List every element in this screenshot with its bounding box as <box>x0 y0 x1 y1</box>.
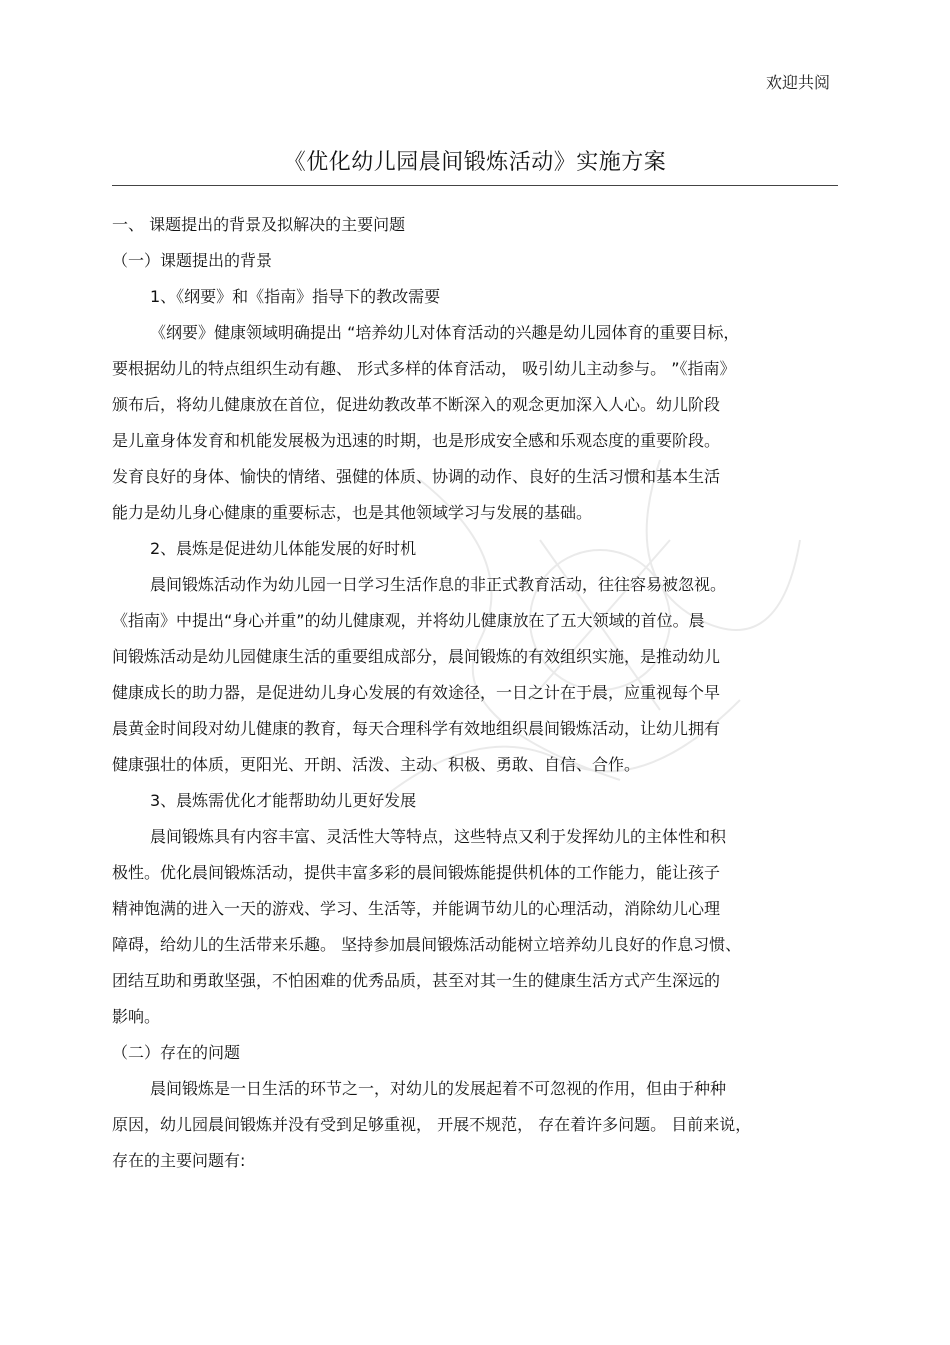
item-heading-3: 3、晨炼需优化才能帮助幼儿更好发展 <box>150 791 417 810</box>
paragraph-line: 晨黄金时间段对幼儿健康的教育，每天合理科学有效地组织晨间锻炼活动，让幼儿拥有 <box>112 719 721 738</box>
document-title: 《优化幼儿园晨间锻炼活动》实施方案 <box>283 150 667 175</box>
item-heading-1: 1、《纲要》和《指南》指导下的教改需要 <box>150 287 441 306</box>
paragraph-line: 原因，幼儿园晨间锻炼并没有受到足够重视， 开展不规范， 存在着许多问题。 目前来说， <box>112 1115 752 1134</box>
paragraph-line: 影响。 <box>112 1007 161 1026</box>
item-heading-2: 2、晨炼是促进幼儿体能发展的好时机 <box>150 539 417 558</box>
paragraph-line: 能力是幼儿身心健康的重要标志，也是其他领域学习与发展的基础。 <box>112 503 593 522</box>
paragraph-line: 《指南》中提出“身心并重”的幼儿健康观，并将幼儿健康放在了五大领域的首位。晨 <box>112 611 705 630</box>
paragraph-line: 要根据幼儿的特点组织生动有趣、 形式多样的体育活动， 吸引幼儿主动参与。 ”《指南》 <box>112 359 736 378</box>
paragraph-line: 极性。优化晨间锻炼活动，提供丰富多彩的晨间锻炼能提供机体的工作能力，能让孩子 <box>112 863 721 882</box>
paragraph-line: 存在的主要问题有: <box>112 1151 246 1170</box>
paragraph-line: 障碍，给幼儿的生活带来乐趣。 坚持参加晨间锻炼活动能树立培养幼儿良好的作息习惯、 <box>112 935 742 954</box>
title-divider <box>112 185 838 186</box>
paragraph-line: 是儿童身体发育和机能发展极为迅速的时期，也是形成安全感和乐观态度的重要阶段。 <box>112 431 721 450</box>
paragraph-line: 健康强壮的体质，更阳光、开朗、活泼、主动、积极、勇敢、自信、合作。 <box>112 755 641 774</box>
paragraph-line: 发育良好的身体、愉快的情绪、强健的体质、协调的动作、良好的生活习惯和基本生活 <box>112 467 721 486</box>
paragraph-line: 团结互助和勇敢坚强，不怕困难的优秀品质，甚至对其一生的健康生活方式产生深远的 <box>112 971 721 990</box>
paragraph-line: 晨间锻炼具有内容丰富、灵活性大等特点，这些特点又利于发挥幼儿的主体性和积 <box>150 827 727 846</box>
subsection-heading-background: （一）课题提出的背景 <box>112 251 273 270</box>
paragraph-line: 精神饱满的进入一天的游戏、学习、生活等，并能调节幼儿的心理活动，消除幼儿心理 <box>112 899 721 918</box>
paragraph-line: 晨间锻炼活动作为幼儿园一日学习生活作息的非正式教育活动，往往容易被忽视。 <box>150 575 727 594</box>
document-body <box>112 207 838 1179</box>
subsection-heading-problems: （二）存在的问题 <box>112 1043 241 1062</box>
paragraph-line: 间锻炼活动是幼儿园健康生活的重要组成部分，晨间锻炼的有效组织实施，是推动幼儿 <box>112 647 721 666</box>
header-note: 欢迎共阅 <box>765 73 830 92</box>
paragraph-line: 晨间锻炼是一日生活的环节之一，对幼儿的发展起着不可忽视的作用，但由于种种 <box>150 1079 727 1098</box>
paragraph-line: 颁布后，将幼儿健康放在首位，促进幼教改革不断深入的观念更加深入人心。幼儿阶段 <box>112 395 721 414</box>
paragraph-line: 《纲要》健康领域明确提出 “培养幼儿对体育活动的兴趣是幼儿园体育的重要目标， <box>150 323 740 342</box>
section-heading-1: 一、 课题提出的背景及拟解决的主要问题 <box>112 215 406 234</box>
paragraph-line: 健康成长的助力器，是促进幼儿身心发展的有效途径，一日之计在于晨，应重视每个早 <box>112 683 721 702</box>
